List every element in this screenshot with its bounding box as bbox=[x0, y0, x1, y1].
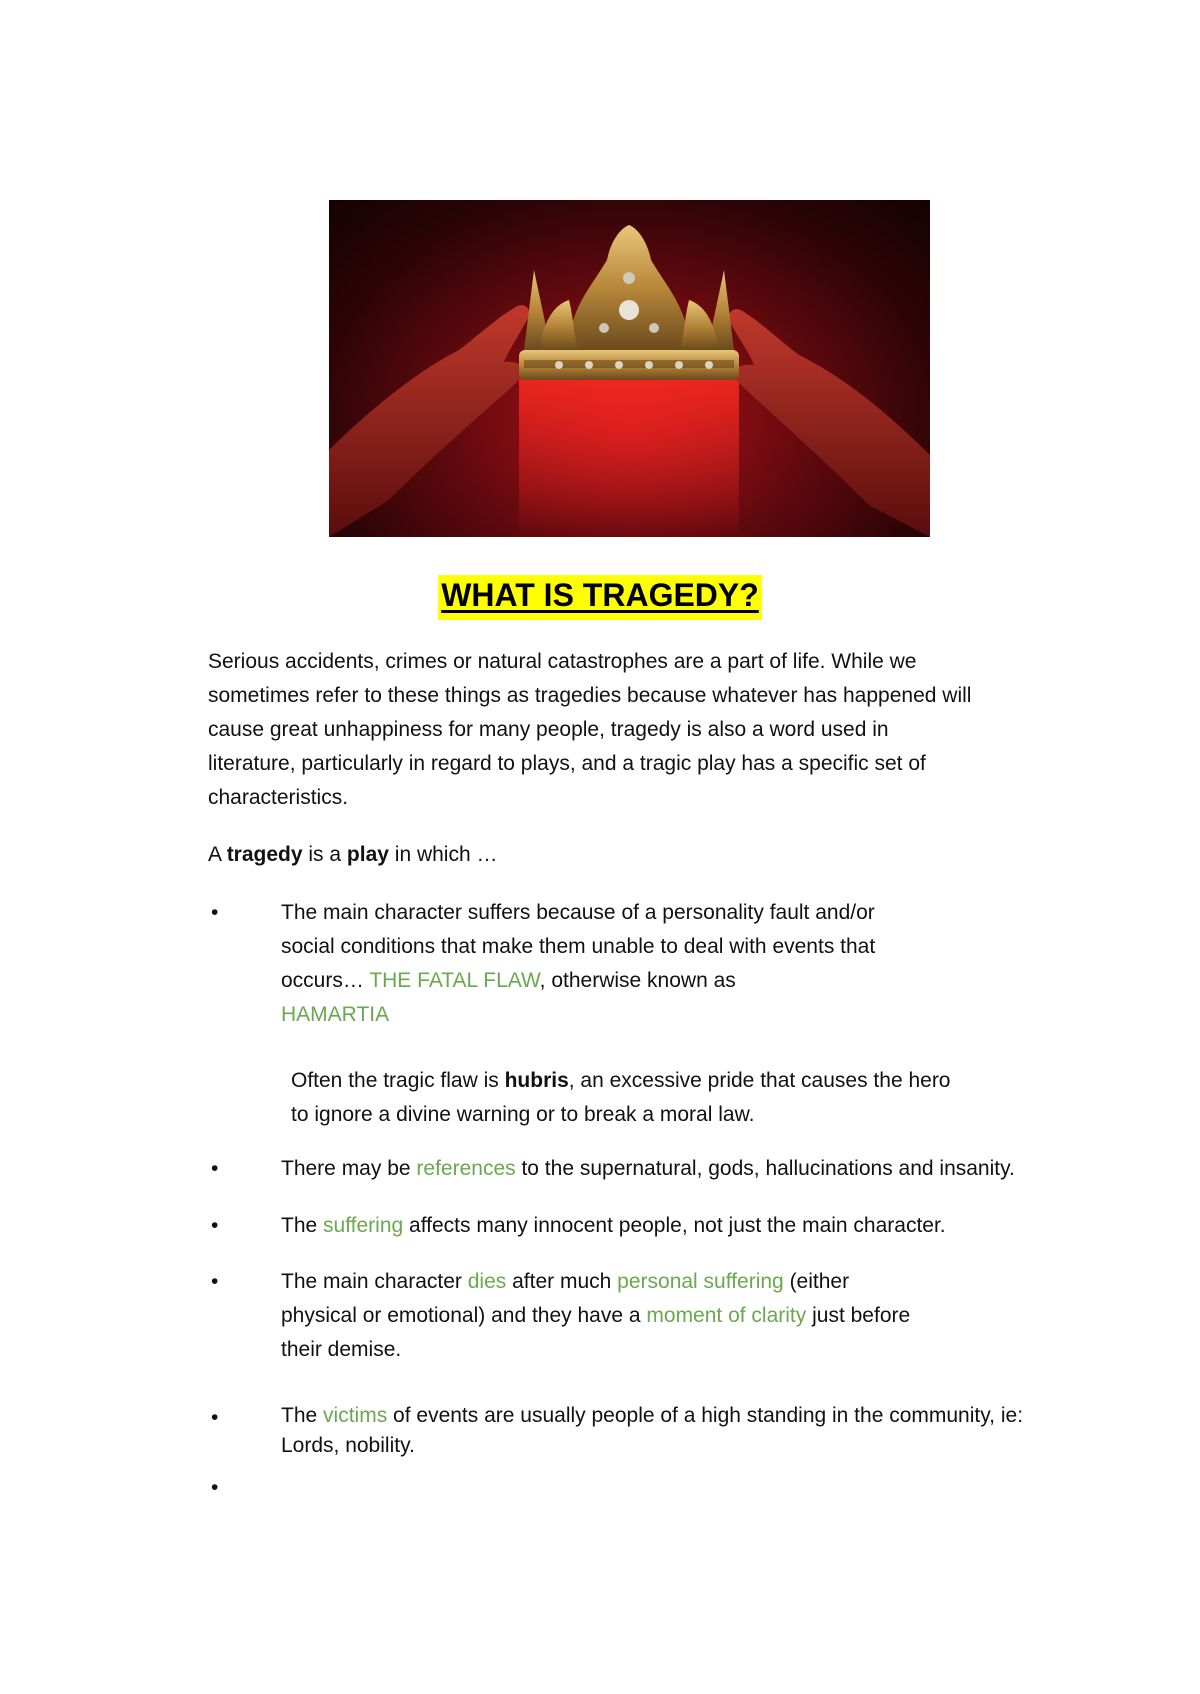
bullet-text: The bbox=[281, 1404, 324, 1427]
bullet-text: There may be bbox=[281, 1157, 417, 1180]
lead-is-a: is a bbox=[302, 843, 347, 866]
bullet-text: after much bbox=[506, 1270, 618, 1293]
page-title: WHAT IS TRAGEDY? bbox=[438, 575, 762, 620]
bullet-marker-empty: • bbox=[211, 1476, 219, 1499]
highlight-term: dies bbox=[467, 1270, 507, 1293]
bullet-text: The bbox=[281, 1214, 324, 1237]
bullet-marker: • bbox=[211, 1270, 219, 1293]
highlight-term: personal suffering bbox=[617, 1270, 784, 1293]
note-text: Often the tragic flaw is bbox=[291, 1069, 505, 1092]
lead-play-bold: play bbox=[346, 843, 389, 866]
bullet-text: to the supernatural, gods, hallucinations and insanity. bbox=[515, 1157, 1015, 1180]
bullet-text: The main character suffers because of a personality fault and/or social conditions that make them unable to deal with events that occurs… bbox=[281, 901, 876, 992]
bullet-suffering bbox=[281, 1209, 1081, 1243]
intro-paragraph: Serious accidents, crimes or natural catastrophes are a part of life. While we sometimes refer to these things as tragedies because whatever has happened will cause great unhappiness for many people, tragedy is also a word used in literature, particularly in regard to plays, and a tragic play has a specific set of characteristics. bbox=[208, 650, 972, 809]
bullet-marker: • bbox=[211, 901, 219, 924]
note-text: , an excessive pride that causes the hero to ignore a divine warning or to break a moral law. bbox=[291, 1069, 951, 1126]
hubris-bold: hubris bbox=[504, 1069, 569, 1092]
lead-sentence bbox=[208, 838, 978, 872]
bullet-references bbox=[281, 1152, 1081, 1186]
crown-image bbox=[329, 200, 930, 537]
highlight-term: victims bbox=[323, 1404, 388, 1427]
bullet-marker: • bbox=[211, 1157, 219, 1180]
bullet-text: of events are usually people of a high standing in the community, ie: Lords, nobility. bbox=[281, 1404, 1024, 1457]
bullet-victims bbox=[281, 1401, 1061, 1461]
highlight-term: references bbox=[416, 1157, 516, 1180]
lead-a: A bbox=[208, 843, 227, 866]
lead-rest: in which … bbox=[388, 843, 498, 866]
highlight-term: moment of clarity bbox=[646, 1304, 807, 1327]
lead-tragedy-bold: tragedy bbox=[226, 843, 303, 866]
highlight-term: HAMARTIA bbox=[281, 1003, 390, 1026]
highlight-term: suffering bbox=[323, 1214, 404, 1237]
bullet-dies bbox=[281, 1265, 921, 1367]
highlight-term: THE FATAL FLAW bbox=[369, 969, 540, 992]
bullet-text: just before their demise. bbox=[281, 1304, 911, 1361]
title-container bbox=[0, 575, 1200, 620]
bullet-text: The main character bbox=[281, 1270, 468, 1293]
bullet-text: affects many innocent people, not just the main character. bbox=[403, 1214, 946, 1237]
bullet-fatal-flaw bbox=[281, 896, 921, 1032]
crown-illustration bbox=[329, 200, 930, 537]
bullet-marker: • bbox=[211, 1214, 219, 1237]
bullet-text: (either physical or emotional) and they have a bbox=[281, 1270, 850, 1327]
bullet-marker: • bbox=[211, 1406, 219, 1429]
bullet-text: , otherwise known as bbox=[539, 969, 736, 992]
hubris-note bbox=[291, 1064, 971, 1132]
